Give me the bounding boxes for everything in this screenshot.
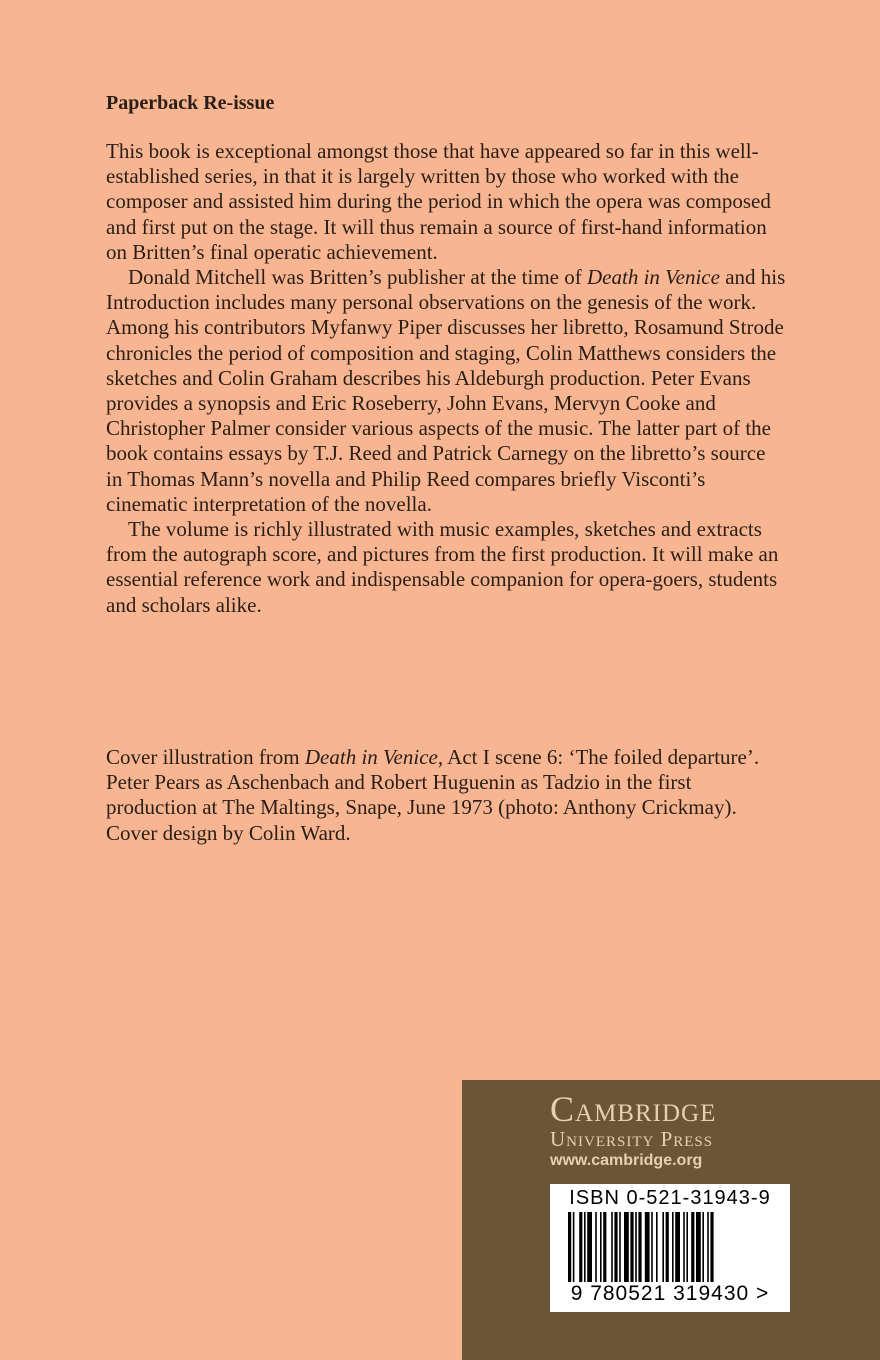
publisher-subtitle-text: University Press — [550, 1127, 714, 1151]
description-text — [106, 139, 786, 618]
description-paragraph-2 — [106, 265, 786, 517]
cover-credit-title: Death in Venice, — [304, 745, 444, 769]
description-paragraph-3: The volume is richly illustrated with music examples, sketches and extracts from the autograph score, and pictures from the first production. It will make an essential reference work and indispensable companion for opera-goers, students and scholars alike. — [106, 517, 779, 617]
isbn-number: ISBN 0-521-31943-9 — [569, 1187, 771, 1209]
description-paragraph-2-start: Donald Mitchell was Britten’s publisher at the time of — [128, 265, 587, 290]
barcode-number: 9 780521 319430 > — [570, 1282, 770, 1305]
description-paragraph-1: This book is exceptional amongst those that have appeared so far in this well-established series, in that it is largely written by those who worked with the composer and assisted him during the period in which the opera was composed and first put on the stage. It will thus remain a source of first-hand information on Britten’s final operatic achievement. — [106, 139, 771, 264]
isbn-barcode-box — [550, 1184, 790, 1312]
description-paragraph-2-end: and his Introduction includes many personal observations on the genesis of the work. Among his contributors Myfanwy Piper discusses her libretto, Rosamund Strode chronicles the period of composition and staging, Colin Matthews considers the sketches and Colin Graham describes his Aldeburgh production. Peter Evans provides a synopsis and Eric Roseberry, John Evans, Mervyn Cooke and Christopher Palmer consider various aspects of the music. The latter part of the book contains essays by T.J. Reed and Patrick Carnegy on the libretto’s source in Thomas Mann’s novella and Philip Reed compares briefly Visconti’s cinematic interpretation of the novella. — [106, 265, 786, 516]
barcode-icon — [564, 1212, 776, 1282]
section-heading: Paperback Re-issue — [106, 92, 275, 114]
cover-credit — [106, 745, 786, 846]
cover-credit-end: Act I scene 6: ‘The foiled departure’. Peter Pears as Aschenbach and Robert Huguenin as Tadzio in the first production at The Maltings, Snape, June 1973 (photo: Anthony Crickmay). Cover design by Colin Ward. — [106, 745, 760, 845]
publisher-url: www.cambridge.org — [550, 1152, 703, 1169]
publisher-name-text: Cambridge — [550, 1089, 717, 1129]
opera-title: Death in Venice — [587, 265, 720, 290]
publisher-name — [550, 1088, 716, 1130]
cover-credit-start: Cover illustration from — [106, 745, 305, 769]
publisher-subtitle — [550, 1127, 713, 1152]
publisher-panel — [462, 1080, 880, 1360]
